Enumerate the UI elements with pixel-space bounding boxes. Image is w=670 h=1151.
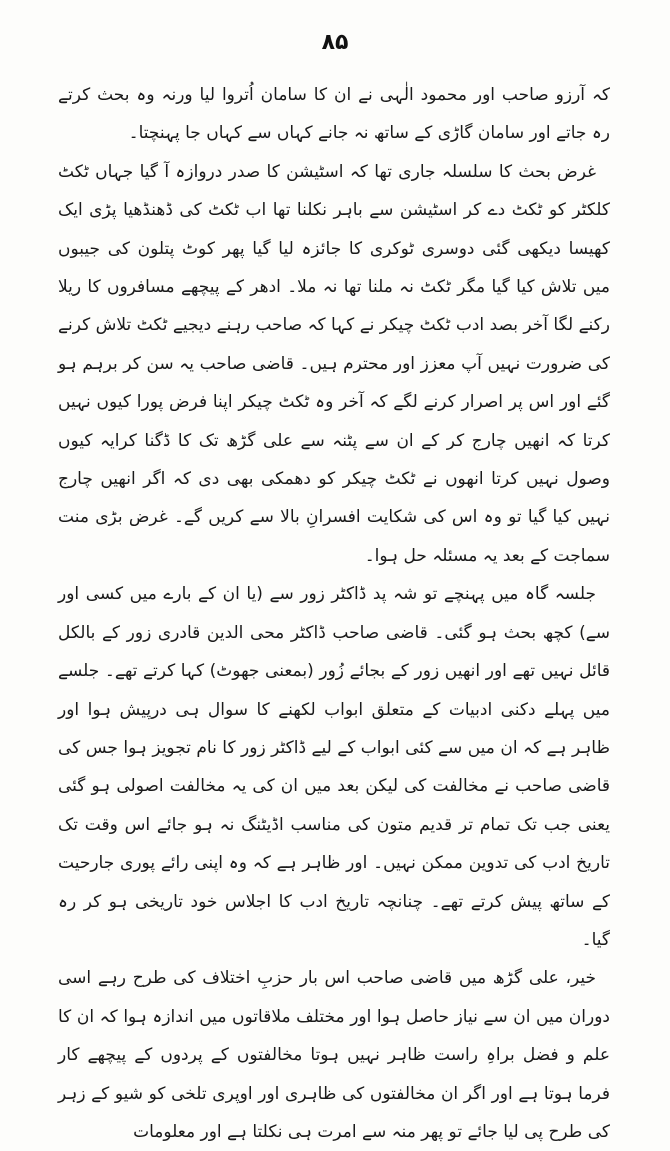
page-number: ۸۵ bbox=[321, 30, 349, 55]
page-body bbox=[58, 76, 610, 1151]
paragraph-2: غرض بحث کا سلسلہ جاری تھا کہ اسٹیشن کا صدر دروازہ آ گیا جہاں ٹکٹ کلکٹر کو ٹکٹ دے کر اسٹیشن سے باہر نکلنا تھا اب ٹکٹ کی ڈھنڈھیا پڑی ایک کھیسا دیکھی گئی دوسری ٹوکری کا جائزہ لیا گیا پھر کوٹ پتلون کی جیبوں میں تلاش کیا گیا مگر ٹکٹ نہ ملنا تھا نہ ملا۔ ادھر کے پیچھے مسافروں کا ریلا رکنے لگا آخر بصد ادب ٹکٹ چیکر نے کہا کہ صاحب رہنے دیجیے ٹکٹ تلاش کرنے کی ضرورت نہیں آپ معزز اور محترم ہیں۔ قاضی صاحب یہ سن کر برہم ہو گئے اور اس پر اصرار کرنے لگے کہ آخر وہ ٹکٹ چیکر اپنا فرض پورا کیوں نہیں کرتا کہ انھیں چارج کر کے ان سے پٹنہ سے علی گڑھ تک کا ڈگنا کرایہ کیوں وصول نہیں کرتا انھوں نے ٹکٹ چیکر کو دھمکی بھی دی کہ اگر انھیں چارج نہیں کیا گیا تو وہ اس کی شکایت افسرانِ بالا سے کریں گے۔ غرض بڑی منت سماجت کے بعد یہ مسئلہ حل ہوا۔ bbox=[58, 161, 610, 566]
paragraph-3: جلسہ گاہ میں پہنچے تو شہ پد ڈاکٹر زور سے (یا ان کے بارے میں کسی اور سے) کچھ بحث ہو گئی۔ قاضی صاحب ڈاکٹر محی الدین قادری زور کے بالکل قائل نہیں تھے اور انھیں زور کے بجائے زُور (بمعنی جھوٹ) کہا کرتے تھے۔ جلسے میں پہلے دکنی ادبیات کے متعلق ابواب لکھنے کا سوال ہی درپیش ہوا اور ظاہر ہے کہ ان میں سے کئی ابواب کے لیے ڈاکٹر زور کا نام تجویز ہوا جس کی قاضی صاحب نے مخالفت کی لیکن بعد میں ان کی یہ مخالفت اصولی ہو گئی یعنی جب تک تمام تر قدیم متون کی مناسب اڈیٹنگ نہ ہو جائے اس وقت تک تاریخ ادب کی تدوین ممکن نہیں۔ اور ظاہر ہے کہ وہ اپنی رائے پوری جارحیت کے ساتھ پیش کرتے تھے۔ چنانچہ تاریخ ادب کا اجلاس خود تاریخی ہو کر رہ گیا۔ bbox=[58, 584, 610, 950]
paragraph-1: کہ آرزو صاحب اور محمود الٰہی نے ان کا سامان اُتروا لیا ورنہ وہ بحث کرتے رہ جاتے اور سامان گاڑی کے ساتھ نہ جانے کہاں سے کہاں جا پہنچتا۔ bbox=[58, 85, 610, 144]
paragraph-4: خیر، علی گڑھ میں قاضی صاحب اس بار حزبِ اختلاف کی طرح رہے اسی دوران میں ان سے نیاز حاصل ہوا اور مختلف ملاقاتوں میں اندازہ ہوا کہ ان کا علم و فضل براہِ راست ظاہر نہیں ہوتا مخالفتوں کے پردوں کے پیچھے کار فرما ہوتا ہے اور اگر ان مخالفتوں کی ظاہری اور اوپری تلخی کو شیو کے زہر کی طرح پی لیا جائے تو پھر منہ سے امرت ہی نکلتا ہے اور معلومات bbox=[58, 968, 610, 1142]
